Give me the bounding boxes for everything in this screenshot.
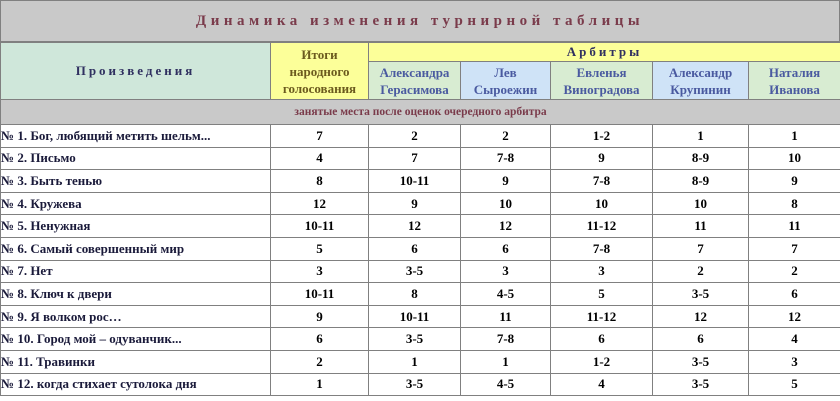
popular-vote-place: 10-11	[271, 283, 369, 306]
popular-vote-place: 12	[271, 192, 369, 215]
work-title: № 11. Травинки	[1, 350, 271, 373]
judge-2-place: 10	[461, 192, 551, 215]
judge-2-place: 11	[461, 305, 551, 328]
table-row	[1, 147, 840, 170]
table-title	[0, 0, 840, 42]
judge-5-first: Наталия	[768, 64, 821, 80]
table-row	[1, 283, 840, 306]
judge-2-first: Лев	[494, 64, 517, 80]
judge-1-place: 7	[369, 147, 461, 170]
tournament-table	[0, 42, 840, 396]
judge-3-first: Евленья	[576, 64, 627, 80]
judge-5-place: 3	[749, 350, 840, 373]
popular-vote-line-1: Итоги	[301, 46, 338, 62]
judge-2-place: 3	[461, 260, 551, 283]
work-title: № 2. Письмо	[1, 147, 271, 170]
judge-5-place: 12	[749, 305, 840, 328]
table-row	[1, 373, 840, 396]
judge-2-place: 4-5	[461, 373, 551, 396]
popular-vote-place: 4	[271, 147, 369, 170]
table-row	[1, 237, 840, 260]
popular-vote-place: 10-11	[271, 215, 369, 238]
judge-header-4	[653, 62, 749, 100]
judge-1-place: 2	[369, 125, 461, 148]
judge-1-place: 3-5	[369, 373, 461, 396]
judge-2-place: 2	[461, 125, 551, 148]
judge-1-place: 3-5	[369, 328, 461, 351]
judge-2-place: 7-8	[461, 328, 551, 351]
judge-4-place: 3-5	[653, 350, 749, 373]
work-title: № 4. Кружева	[1, 192, 271, 215]
judge-4-last: Крупинин	[670, 81, 731, 97]
judge-1-place: 8	[369, 283, 461, 306]
popular-vote-place: 8	[271, 170, 369, 193]
judge-1-place: 1	[369, 350, 461, 373]
judge-5-place: 4	[749, 328, 840, 351]
judge-1-place: 10-11	[369, 170, 461, 193]
popular-vote-place: 2	[271, 350, 369, 373]
judge-1-place: 10-11	[369, 305, 461, 328]
judge-4-place: 8-9	[653, 147, 749, 170]
table-row	[1, 260, 840, 283]
judge-3-last: Виноградова	[563, 81, 640, 97]
judge-2-place: 12	[461, 215, 551, 238]
judge-5-place: 8	[749, 192, 840, 215]
work-title: № 7. Нет	[1, 260, 271, 283]
works-header-label: Произведения	[75, 63, 196, 78]
judge-header-3	[551, 62, 653, 100]
judge-3-place: 1-2	[551, 350, 653, 373]
subheader-text: занятые места после оценок очередного арбитра	[294, 106, 547, 118]
judge-header-2	[461, 62, 551, 100]
judge-4-place: 8-9	[653, 170, 749, 193]
judge-4-place: 1	[653, 125, 749, 148]
table-row	[1, 192, 840, 215]
judge-3-place: 4	[551, 373, 653, 396]
judge-4-place: 6	[653, 328, 749, 351]
judge-4-place: 7	[653, 237, 749, 260]
header-row-1	[1, 43, 840, 62]
work-title: № 12. когда стихает сутолока дня	[1, 373, 271, 396]
judge-5-last: Иванова	[769, 81, 820, 97]
work-title: № 5. Ненужная	[1, 215, 271, 238]
judge-5-place: 2	[749, 260, 840, 283]
work-title: № 8. Ключ к двери	[1, 283, 271, 306]
judge-4-place: 12	[653, 305, 749, 328]
table-body	[1, 125, 840, 396]
judge-2-place: 9	[461, 170, 551, 193]
table-title-text: Динамика изменения турнирной таблицы	[195, 12, 645, 29]
works-header	[1, 43, 271, 100]
popular-vote-place: 6	[271, 328, 369, 351]
judge-4-place: 3-5	[653, 283, 749, 306]
table-row	[1, 170, 840, 193]
judges-group-label: Арбитры	[566, 44, 643, 59]
judge-5-place: 5	[749, 373, 840, 396]
judge-4-place: 3-5	[653, 373, 749, 396]
work-title: № 9. Я волком рос…	[1, 305, 271, 328]
judge-2-place: 4-5	[461, 283, 551, 306]
judge-1-place: 9	[369, 192, 461, 215]
popular-vote-place: 9	[271, 305, 369, 328]
popular-vote-place: 3	[271, 260, 369, 283]
judge-1-place: 3-5	[369, 260, 461, 283]
popular-vote-line-2: народного	[289, 63, 350, 79]
popular-vote-place: 7	[271, 125, 369, 148]
work-title: № 1. Бог, любящий метить шельм...	[1, 125, 271, 148]
judge-5-place: 6	[749, 283, 840, 306]
judge-4-first: Александр	[668, 64, 733, 80]
popular-vote-place: 5	[271, 237, 369, 260]
work-title: № 6. Самый совершенный мир	[1, 237, 271, 260]
judge-1-last: Герасимова	[380, 81, 449, 97]
judges-group-header	[369, 43, 840, 62]
table-row	[1, 125, 840, 148]
judge-2-last: Сыроежин	[473, 81, 538, 97]
popular-vote-line-3: голосования	[282, 80, 357, 96]
judge-5-place: 7	[749, 237, 840, 260]
judge-2-place: 1	[461, 350, 551, 373]
table-row	[1, 215, 840, 238]
judge-5-place: 1	[749, 125, 840, 148]
judge-3-place: 11-12	[551, 305, 653, 328]
judge-3-place: 3	[551, 260, 653, 283]
popular-vote-place: 1	[271, 373, 369, 396]
judge-header-5	[749, 62, 840, 100]
judge-4-place: 11	[653, 215, 749, 238]
judge-1-first: Александра	[379, 64, 450, 80]
table-row	[1, 328, 840, 351]
judge-3-place: 1-2	[551, 125, 653, 148]
judge-3-place: 9	[551, 147, 653, 170]
judge-3-place: 7-8	[551, 170, 653, 193]
judge-3-place: 7-8	[551, 237, 653, 260]
judge-4-place: 10	[653, 192, 749, 215]
judge-2-place: 6	[461, 237, 551, 260]
table-row	[1, 305, 840, 328]
judge-5-place: 9	[749, 170, 840, 193]
judge-3-place: 10	[551, 192, 653, 215]
judge-1-place: 12	[369, 215, 461, 238]
table-row	[1, 350, 840, 373]
subheader-row	[1, 100, 840, 125]
judge-2-place: 7-8	[461, 147, 551, 170]
judge-3-place: 6	[551, 328, 653, 351]
judge-header-1	[369, 62, 461, 100]
work-title: № 3. Быть тенью	[1, 170, 271, 193]
popular-vote-header	[271, 43, 369, 100]
judge-4-place: 2	[653, 260, 749, 283]
subheader	[1, 100, 840, 125]
judge-3-place: 5	[551, 283, 653, 306]
judge-5-place: 11	[749, 215, 840, 238]
judge-3-place: 11-12	[551, 215, 653, 238]
judge-5-place: 10	[749, 147, 840, 170]
work-title: № 10. Город мой – одуванчик...	[1, 328, 271, 351]
judge-1-place: 6	[369, 237, 461, 260]
